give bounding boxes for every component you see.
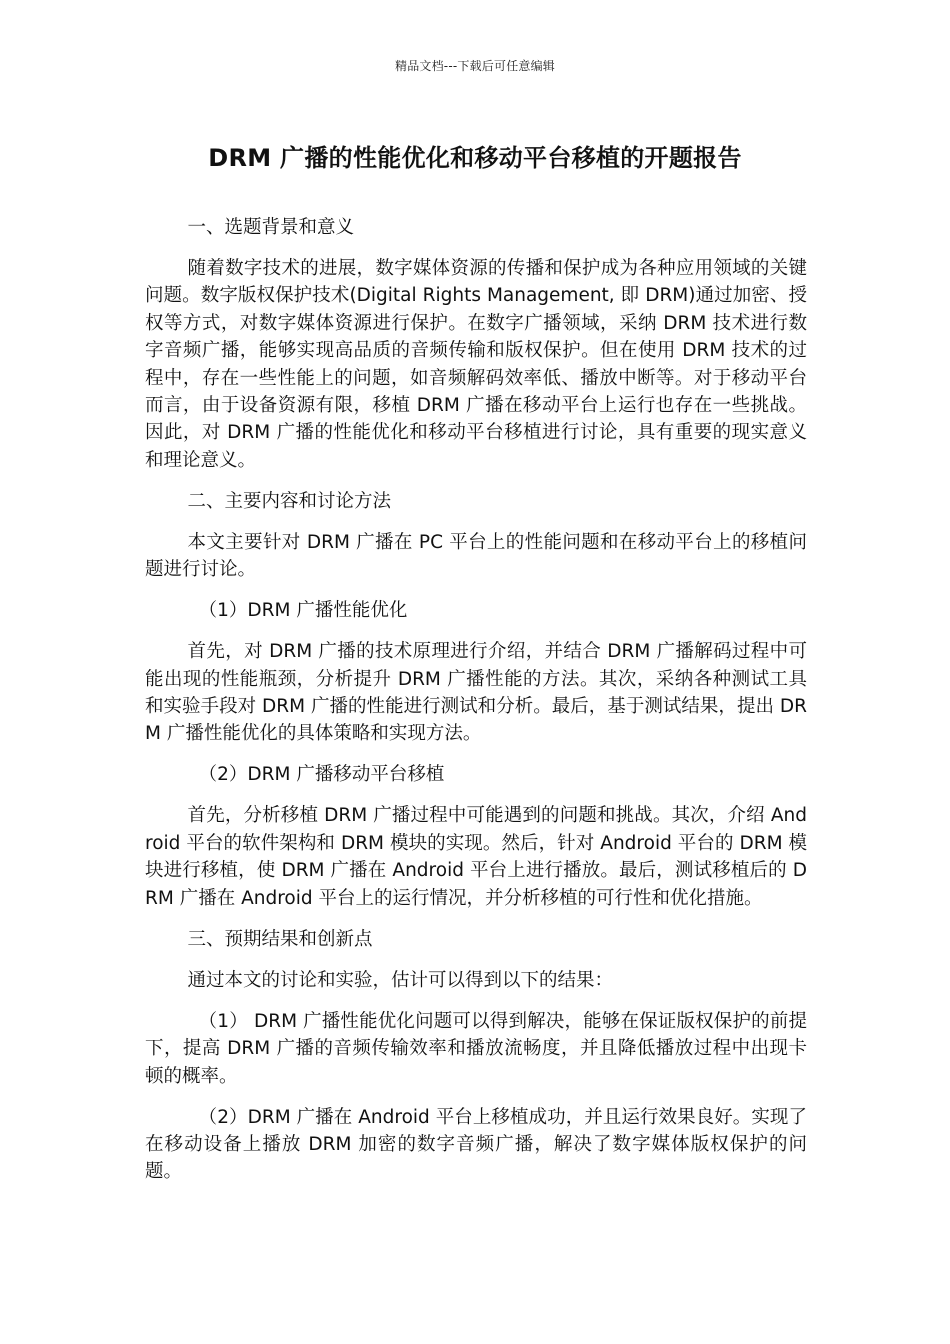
paragraph-mobile-porting: 首先，分析移植 DRM 广播过程中可能遇到的问题和挑战。其次，介绍 Android 平台的软件架构和 DRM 模块的实现。然后，针对 Android 平台的 DRM 模块进行移植，使 DRM 广播在 Android 平台上进行播放。最后，测试移植后的 DRM 广播在 Android 平台上的运行情况，并分析移植的可行性和优化措施。 [145,805,807,909]
section-heading-content-methods: 二、主要内容和讨论方法 [187,490,392,512]
subheading-performance-optimization: （1）DRM 广播性能优化 [198,600,408,622]
document-body [145,214,807,1199]
page-header-watermark: 精品文档---下载后可任意编辑 [395,59,555,73]
subheading-mobile-porting: （2）DRM 广播移动平台移植 [198,764,445,786]
paragraph-content-intro: 本文主要针对 DRM 广播在 PC 平台上的性能问题和在移动平台上的移植问题进行讨论。 [145,531,807,581]
document-title: DRM 广播的性能优化和移动平台移植的开题报告 [208,144,742,172]
section-heading-background: 一、选题背景和意义 [187,217,355,238]
paragraph-expected-intro: 通过本文的讨论和实验，估计可以得到以下的结果： [187,969,614,991]
paragraph-performance-optimization: 首先，对 DRM 广播的技术原理进行介绍，并结合 DRM 广播解码过程中可能出现的性能瓶颈，分析提升 DRM 广播性能的方法。其次，采纳各种测试工具和实验手段对 DRM 广播的性能进行测试和分析。最后，基于测试结果，提出 DRM 广播性能优化的具体策略和实现方法。 [145,641,807,745]
section-heading-expected-results: 三、预期结果和创新点 [187,928,373,950]
paragraph-background: 随着数字技术的进展，数字媒体资源的传播和保护成为各种应用领域的关键问题。数字版权保护技术(Digital Rights Management, 即 DRM)通过加密、授权等方式，对数字媒体资源进行保护。在数字广播领域，采纳 DRM 技术进行数字音频广播，能够实现高品质的音频传输和版权保护。但在使用 DRM 技术的过程中，存在一些性能上的问题，如音频解码效率低、播放中断等。对于移动平台而言，由于设备资源有限，移植 DRM 广播在移动平台上运行也存在一些挑战。因此，对 DRM 广播的性能优化和移动平台移植进行讨论，具有重要的现实意义和理论意义。 [145,258,807,471]
paragraph-expected-result-2: （2）DRM 广播在 Android 平台上移植成功，并且运行效果良好。实现了在移动设备上播放 DRM 加密的数字音频广播，解决了数字媒体版权保护的问题。 [145,1106,807,1183]
paragraph-expected-result-1: （1） DRM 广播性能优化问题可以得到解决，能够在保证版权保护的前提下，提高 DRM 广播的音频传输效率和播放流畅度，并且降低播放过程中出现卡顿的概率。 [145,1010,807,1087]
